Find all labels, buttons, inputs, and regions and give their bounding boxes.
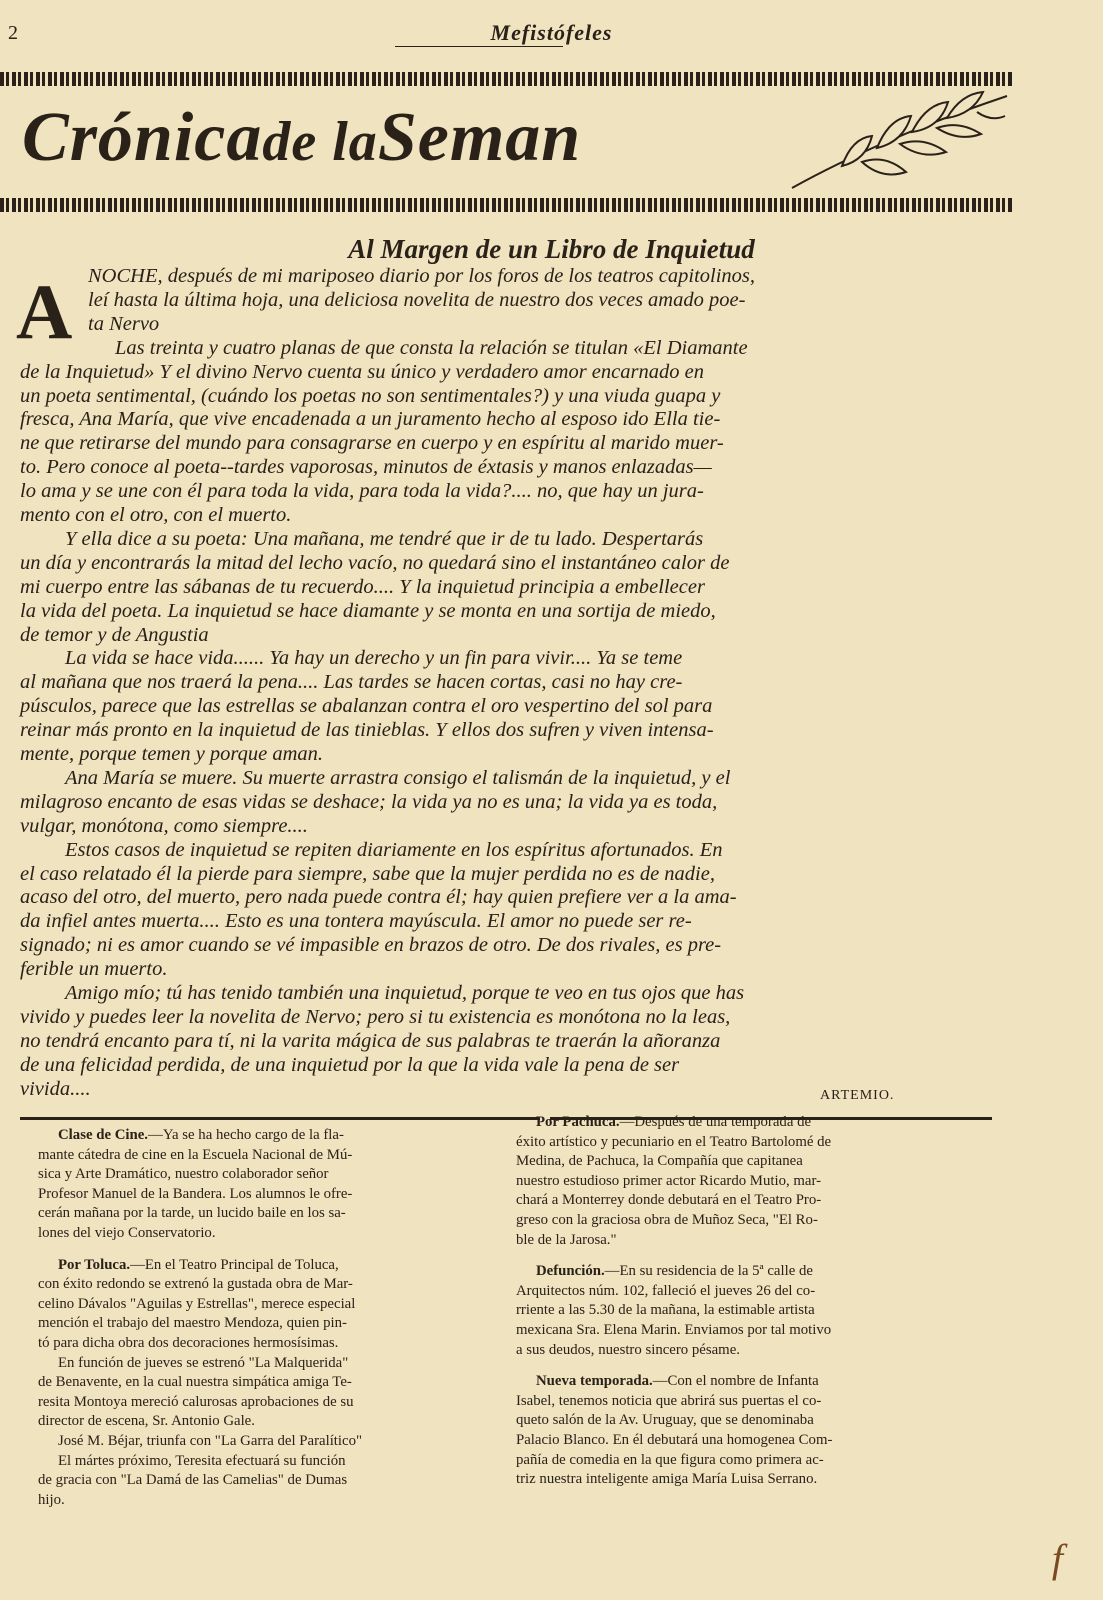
left-column-line: lones del viejo Conservatorio. — [38, 1225, 216, 1241]
right-column-line: Nueva temporada.—Con el nombre de Infanta — [536, 1373, 819, 1390]
article-line: de temor y de Angustia — [20, 623, 209, 646]
banner-border-bottom — [0, 198, 1012, 212]
article-line: vulgar, monótona, como siempre.... — [20, 814, 308, 837]
divider-left — [20, 1117, 540, 1120]
left-column-line: celino Dávalos "Aguilas y Estrellas", merece especial — [38, 1295, 356, 1312]
article-signature: ARTEMIO. — [820, 1088, 895, 1103]
right-column-line: Isabel, tenemos noticia que abrirá sus puertas el co- — [516, 1392, 822, 1409]
article-line: ferible un muerto. — [20, 958, 168, 981]
left-column-line: mante cátedra de cine en la Escuela Nacional de Mú- — [38, 1146, 353, 1163]
page-number: 2 — [8, 22, 18, 44]
left-column-line: En función de jueves se estrenó "La Malquerida" — [58, 1354, 349, 1371]
article-line: la vida del poeta. La inquietud se hace diamante y se monta en una sortija de miedo, — [20, 599, 716, 622]
article-line: to. Pero conoce al poeta--tardes vaporosas, minutos de éxtasis y manos enlazadas— — [20, 456, 712, 479]
left-column-line: sica y Arte Dramático, nuestro colaborador señor — [38, 1166, 329, 1183]
left-column-line: cerán mañana por la tarde, un lucido baile en los sa- — [38, 1205, 346, 1222]
banner — [0, 72, 1012, 212]
left-column-line: director de escena, Sr. Antonio Gale. — [38, 1413, 255, 1430]
article-line: mente, porque temen y porque aman. — [20, 743, 324, 765]
corner-ink-mark: f — [1051, 1536, 1063, 1581]
left-column-line: mención el trabajo del maestro Mendoza, quien pin- — [38, 1315, 347, 1332]
right-column-line: a sus deudos, nuestro sincero pésame. — [516, 1341, 740, 1358]
left-column-line: Clase de Cine.—Ya se ha hecho cargo de la fla- — [58, 1127, 344, 1143]
right-column-line: queto salón de la Av. Uruguay, que se denominaba — [516, 1412, 814, 1429]
left-column-line: Profesor Manuel de la Bandera. Los alumnos le ofre- — [38, 1185, 353, 1202]
article-line: leí hasta la última hoja, una deliciosa novelita de nuestro dos veces amado poe- — [88, 288, 746, 311]
left-column-line: de gracia con "La Damá de las Camelias" de Dumas — [38, 1472, 348, 1489]
banner-title — [22, 90, 581, 190]
article-line: La vida se hace vida...... Ya hay un derecho y un fin para vivir.... Ya se teme — [65, 647, 683, 670]
banner-title-cronica: Crónica — [22, 99, 263, 176]
right-column-line: chará a Monterrey donde debutará en el Teatro Pro- — [516, 1192, 822, 1209]
left-column-line: tó para dicha obra dos decoraciones hermosísimas. — [38, 1335, 339, 1351]
right-column-line: éxito artístico y pecuniario en el Teatro Bartolomé de — [516, 1133, 832, 1150]
article-line: el caso relatado él la pierde para siempre, sabe que la mujer perdida no es de nadie, — [20, 862, 715, 885]
article-line: púsculos, parece que las estrellas se abalanzan contra el oro vespertino del sol para — [20, 695, 713, 718]
article-line: un día y encontrarás la mitad del lecho vacío, no quedará sino el instantáneo calor de — [20, 551, 730, 574]
right-column-line: Por Pachuca.—Después de una temporada de — [536, 1114, 812, 1130]
right-column-line: rriente a las 5.30 de la mañana, la estimable artista — [516, 1302, 815, 1319]
article-line: mento con el otro, con el muerto. — [20, 504, 292, 526]
right-column-line: greso con la graciosa obra de Muñoz Seca, "El Ro- — [516, 1212, 818, 1228]
left-column-line: Por Toluca.—En el Teatro Principal de Toluca, — [58, 1256, 339, 1273]
article-line: un poeta sentimental, (cuándo los poetas no son sentimentales?) y una viuda guapa y — [20, 384, 721, 407]
article-line: da infiel antes muerta.... Esto es una tontera mayúscula. El amor no puede ser re- — [20, 910, 692, 933]
right-column-line: Palacio Blanco. En él debutará una homogenea Com- — [516, 1432, 833, 1448]
article-line: Ana María se muere. Su muerte arrastra consigo el talismán de la inquietud, y el — [65, 766, 731, 789]
article-line: lo ama y se une con él para toda la vida, para toda la vida?.... no, que hay un jura- — [20, 480, 704, 503]
article-line: signado; ni es amor cuando se vé impasible en brazos de otro. De dos rivales, es pre- — [20, 934, 722, 957]
article-line: de la Inquietud» Y el divino Nervo cuenta su único y verdadero amor encarnado en — [20, 360, 704, 383]
right-column-line: pañía de comedia en la que figura como primera ac- — [516, 1451, 824, 1468]
article-line: acaso del otro, del muerto, pero nada puede contra él; hay quien prefiere ver a la ama- — [20, 886, 737, 909]
article-line: al mañana que nos traerá la pena.... Las tardes se hacen cortas, casi no hay cre- — [20, 671, 683, 694]
left-column-line: El mártes próximo, Teresita efectuará su función — [58, 1452, 346, 1469]
right-column-line: Arquitectos núm. 102, falleció el jueves 26 del co- — [516, 1282, 816, 1299]
left-column-line: resita Montoya mereció calurosas aprobaciones de su — [38, 1393, 354, 1410]
right-column-line: mexicana Sra. Elena Marin. Enviamos por tal motivo — [516, 1322, 832, 1338]
leaves-ornament-icon — [782, 78, 1012, 208]
left-column-line: José M. Béjar, triunfa con "La Garra del Paralítico" — [58, 1433, 363, 1449]
article-line: NOCHE, después de mi mariposeo diario por los foros de los teatros capitolinos, — [88, 265, 756, 287]
banner-title-semana: Seman — [377, 99, 582, 176]
banner-title-dela: de la — [262, 111, 378, 173]
article-line: Amigo mío; tú has tenido también una inquietud, porque te veo en tus ojos que has — [65, 982, 745, 1004]
left-column-line: hijo. — [38, 1491, 65, 1508]
article-line: fresca, Ana María, que vive encadenada a un juramento hecho al esposo ido Ella tie- — [20, 408, 721, 431]
article-line: de una felicidad perdida, de una inquietud por la que la vida vale la pena de ser — [20, 1053, 680, 1076]
article-line: reinar más pronto en la inquietud de las tinieblas. Y ellos dos sufren y viven intensa- — [20, 719, 714, 742]
right-column-line: Defunción.—En su residencia de la 5ª calle de — [536, 1263, 813, 1280]
left-column-line: de Benavente, en la cual nuestra simpática amiga Te- — [38, 1374, 352, 1391]
drop-cap: A — [16, 268, 73, 355]
right-column-line: triz nuestra inteligente amiga María Luisa Serrano. — [516, 1471, 818, 1488]
article-title: Al Margen de un Libro de Inquietud — [348, 234, 755, 264]
right-column-line: ble de la Jarosa." — [516, 1231, 617, 1248]
magazine-name: Mefistófeles — [490, 20, 613, 45]
article-line: ta Nervo — [88, 312, 160, 335]
article-line: ne que retirarse del mundo para consagrarse en cuerpo y en espíritu al marido muer- — [20, 432, 724, 455]
article-line: Estos casos de inquietud se repiten diariamente en los espíritus afortunados. En — [65, 838, 723, 861]
right-column-line: Medina, de Pachuca, la Compañía que capitanea — [516, 1153, 803, 1170]
left-column-line: con éxito redondo se extrenó la gustada obra de Mar- — [38, 1276, 353, 1293]
right-column-line: nuestro estudioso primer actor Ricardo Mutio, mar- — [516, 1172, 822, 1189]
article-line: vivido y puedes leer la novelita de Nervo; pero si tu existencia es monótona no la leas, — [20, 1005, 731, 1028]
article-line: vivida.... — [20, 1077, 91, 1100]
article-line: no tendrá encanto para tí, ni la varita mágica de sus palabras te traerán la añoranza — [20, 1029, 721, 1052]
article-line: Las treinta y cuatro planas de que consta la relación se titulan «El Diamante — [115, 336, 748, 359]
article-line: milagroso encanto de esas vidas se deshace; la vida ya no es una; la vida ya es toda, — [20, 790, 718, 813]
article-line: Y ella dice a su poeta: Una mañana, me tendré que ir de tu lado. Despertarás — [65, 527, 704, 550]
article-line: mi cuerpo entre las sábanas de tu recuerdo.... Y la inquietud principia a embellecer — [20, 575, 705, 598]
header-rule — [395, 46, 563, 47]
